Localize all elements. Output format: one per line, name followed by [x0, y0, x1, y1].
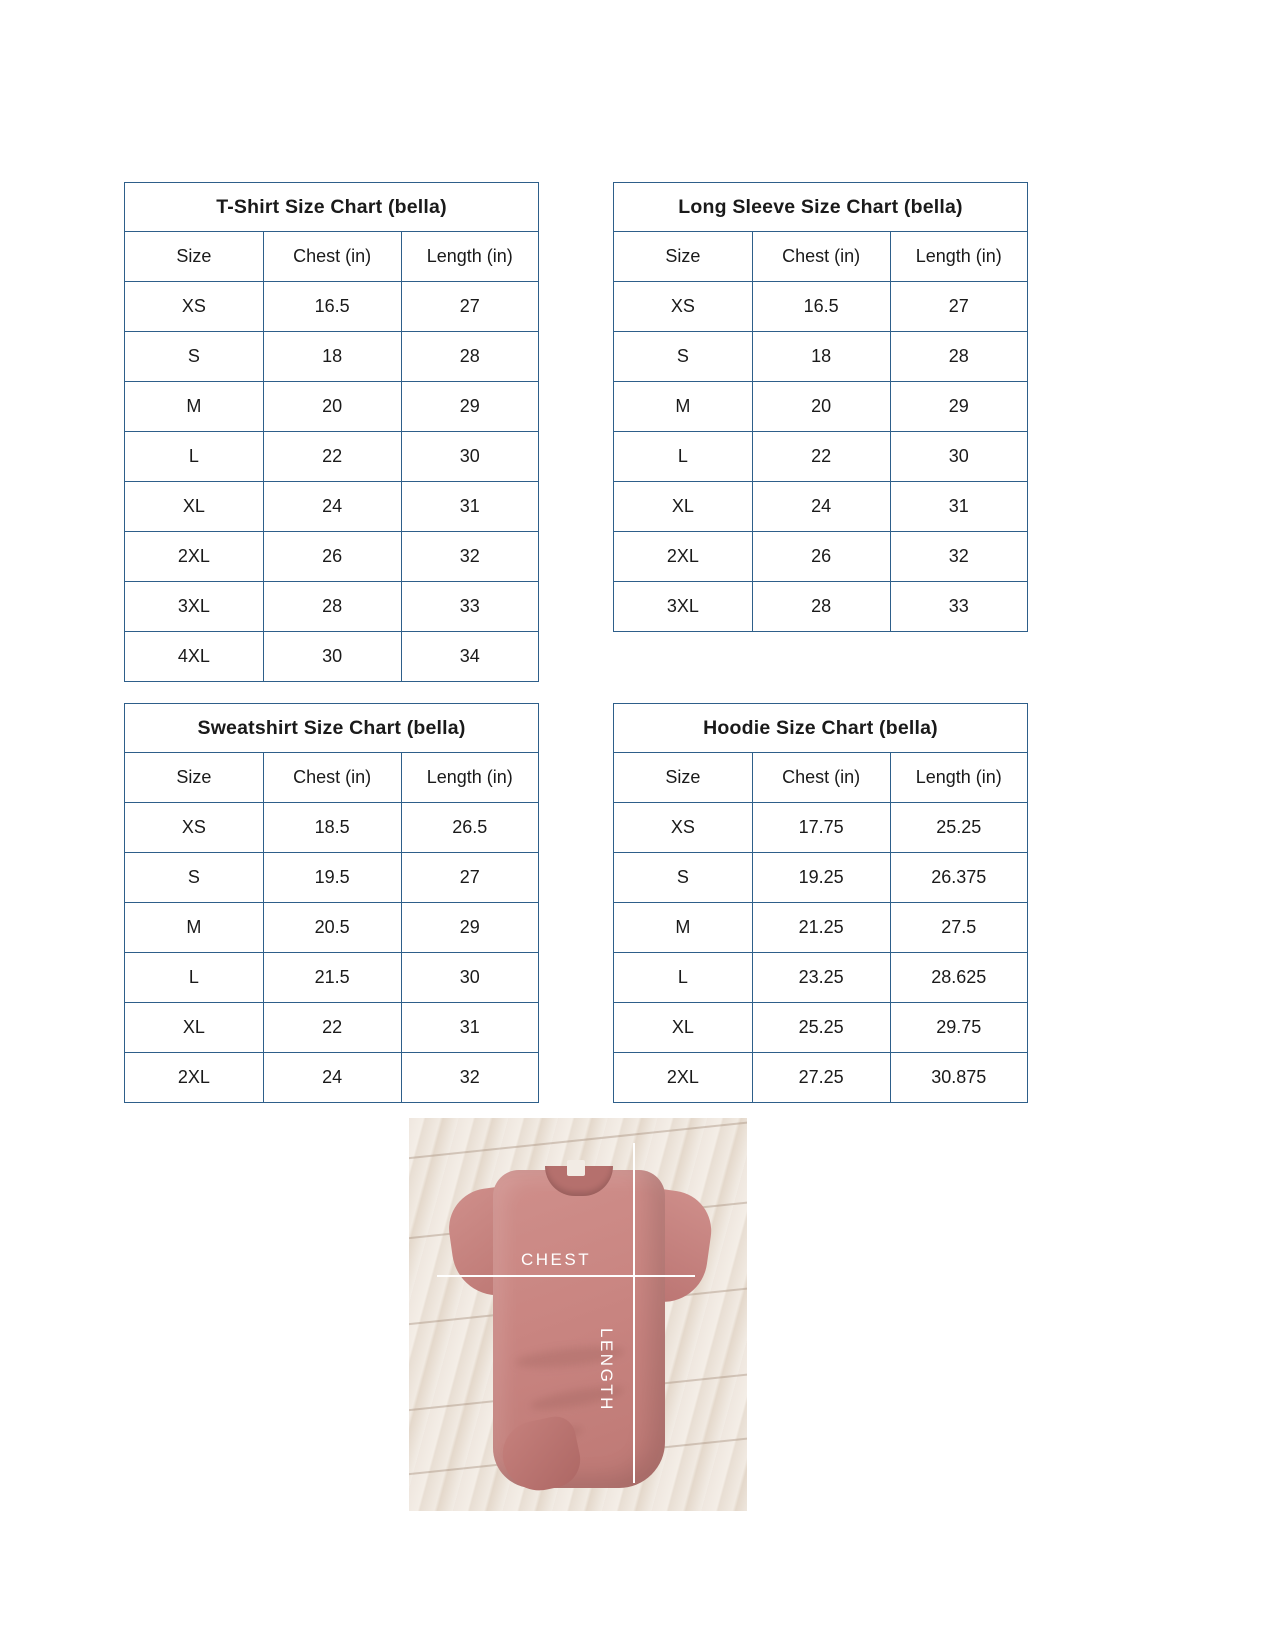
cell-size: L [125, 432, 264, 482]
cell-length: 27.5 [890, 903, 1027, 953]
cell-size: S [125, 853, 264, 903]
longsleeve-table [613, 182, 1028, 632]
cell-length: 27 [401, 853, 538, 903]
sweatshirt-size-chart [124, 703, 539, 1103]
chest-measure-line [437, 1275, 695, 1277]
column-header-chest: Chest (in) [752, 232, 890, 282]
cell-length: 33 [401, 582, 538, 632]
table-row [614, 903, 1028, 953]
column-header-chest: Chest (in) [263, 232, 401, 282]
table-row [125, 382, 539, 432]
cell-chest: 20.5 [263, 903, 401, 953]
table-row [125, 803, 539, 853]
cell-size: M [125, 382, 264, 432]
cell-length: 25.25 [890, 803, 1027, 853]
cell-chest: 18.5 [263, 803, 401, 853]
cell-length: 32 [401, 1053, 538, 1103]
table-row [125, 853, 539, 903]
cell-size: 2XL [614, 1053, 753, 1103]
table-title-row [125, 183, 539, 232]
table-row [125, 953, 539, 1003]
shirt-tag [567, 1160, 585, 1176]
cell-chest: 19.5 [263, 853, 401, 903]
cell-chest: 30 [263, 632, 401, 682]
cell-chest: 24 [263, 482, 401, 532]
cell-length: 28.625 [890, 953, 1027, 1003]
cell-length: 33 [890, 582, 1027, 632]
cell-chest: 22 [263, 1003, 401, 1053]
cell-length: 28 [890, 332, 1027, 382]
table-row [614, 482, 1028, 532]
cell-chest: 27.25 [752, 1053, 890, 1103]
cell-size: XL [125, 482, 264, 532]
table-row [614, 532, 1028, 582]
cell-size: L [614, 432, 753, 482]
cell-chest: 19.25 [752, 853, 890, 903]
table-row [125, 432, 539, 482]
column-header-size: Size [125, 232, 264, 282]
cell-chest: 16.5 [752, 282, 890, 332]
cell-chest: 22 [263, 432, 401, 482]
tshirt-photo-graphic [445, 1148, 713, 1498]
cell-length: 29 [890, 382, 1027, 432]
cell-length: 27 [401, 282, 538, 332]
cell-length: 30 [401, 953, 538, 1003]
column-header-chest: Chest (in) [752, 753, 890, 803]
cell-length: 29 [401, 382, 538, 432]
cell-length: 29 [401, 903, 538, 953]
table-row [125, 1053, 539, 1103]
cell-size: XS [614, 282, 753, 332]
cell-chest: 25.25 [752, 1003, 890, 1053]
cell-chest: 18 [263, 332, 401, 382]
table-row [614, 432, 1028, 482]
cell-length: 29.75 [890, 1003, 1027, 1053]
chest-measure-label: CHEST [521, 1250, 592, 1269]
cell-length: 28 [401, 332, 538, 382]
table-title-row [614, 704, 1028, 753]
table-row [125, 332, 539, 382]
table-row [614, 853, 1028, 903]
cell-size: M [125, 903, 264, 953]
cell-chest: 20 [263, 382, 401, 432]
table-row [614, 803, 1028, 853]
chart-title: Hoodie Size Chart (bella) [614, 704, 1028, 753]
cell-size: L [125, 953, 264, 1003]
cell-size: S [614, 853, 753, 903]
cell-length: 32 [401, 532, 538, 582]
chart-title: Long Sleeve Size Chart (bella) [614, 183, 1028, 232]
tshirt-table [124, 182, 539, 682]
cell-chest: 18 [752, 332, 890, 382]
cell-chest: 28 [752, 582, 890, 632]
cell-chest: 28 [263, 582, 401, 632]
table-row [125, 582, 539, 632]
cell-size: 2XL [614, 532, 753, 582]
hoodie-size-chart [613, 703, 1028, 1103]
table-header-row [125, 753, 539, 803]
cell-size: XS [125, 803, 264, 853]
table-row [614, 582, 1028, 632]
column-header-size: Size [614, 232, 753, 282]
cell-length: 32 [890, 532, 1027, 582]
column-header-length: Length (in) [890, 753, 1027, 803]
cell-chest: 16.5 [263, 282, 401, 332]
cell-size: S [614, 332, 753, 382]
column-header-length: Length (in) [401, 232, 538, 282]
cell-size: M [614, 903, 753, 953]
cell-size: XL [614, 482, 753, 532]
cell-chest: 21.5 [263, 953, 401, 1003]
column-header-size: Size [125, 753, 264, 803]
cell-size: L [614, 953, 753, 1003]
cell-chest: 26 [752, 532, 890, 582]
table-row [125, 632, 539, 682]
table-row [125, 903, 539, 953]
cell-size: XL [614, 1003, 753, 1053]
table-row [614, 953, 1028, 1003]
tshirt-size-chart [124, 182, 539, 682]
table-row [614, 1053, 1028, 1103]
cell-length: 27 [890, 282, 1027, 332]
cell-size: S [125, 332, 264, 382]
length-measure-line [633, 1143, 635, 1483]
table-row [614, 282, 1028, 332]
sweatshirt-table [124, 703, 539, 1103]
table-row [614, 382, 1028, 432]
cell-size: 3XL [614, 582, 753, 632]
cell-size: 2XL [125, 532, 264, 582]
cell-size: 2XL [125, 1053, 264, 1103]
table-row [125, 532, 539, 582]
cell-length: 31 [401, 482, 538, 532]
cell-length: 31 [890, 482, 1027, 532]
cell-chest: 20 [752, 382, 890, 432]
cell-length: 26.5 [401, 803, 538, 853]
table-title-row [614, 183, 1028, 232]
table-row [614, 1003, 1028, 1053]
cell-chest: 24 [752, 482, 890, 532]
cell-chest: 21.25 [752, 903, 890, 953]
table-row [614, 332, 1028, 382]
column-header-length: Length (in) [890, 232, 1027, 282]
length-measure-label: LENGTH [597, 1328, 616, 1412]
cell-chest: 24 [263, 1053, 401, 1103]
cell-length: 34 [401, 632, 538, 682]
table-row [125, 1003, 539, 1053]
cell-size: XS [614, 803, 753, 853]
table-header-row [125, 232, 539, 282]
cell-size: 3XL [125, 582, 264, 632]
table-row [125, 482, 539, 532]
table-row [125, 282, 539, 332]
cell-size: XL [125, 1003, 264, 1053]
cell-size: 4XL [125, 632, 264, 682]
table-header-row [614, 232, 1028, 282]
cell-size: XS [125, 282, 264, 332]
table-header-row [614, 753, 1028, 803]
table-title-row [125, 704, 539, 753]
cell-length: 30.875 [890, 1053, 1027, 1103]
column-header-length: Length (in) [401, 753, 538, 803]
longsleeve-size-chart [613, 182, 1028, 632]
cell-chest: 17.75 [752, 803, 890, 853]
cell-length: 30 [401, 432, 538, 482]
cell-size: M [614, 382, 753, 432]
cell-length: 30 [890, 432, 1027, 482]
column-header-size: Size [614, 753, 753, 803]
measurement-photo [409, 1118, 747, 1511]
chart-title: T-Shirt Size Chart (bella) [125, 183, 539, 232]
column-header-chest: Chest (in) [263, 753, 401, 803]
cell-chest: 23.25 [752, 953, 890, 1003]
hoodie-table [613, 703, 1028, 1103]
cell-length: 31 [401, 1003, 538, 1053]
cell-length: 26.375 [890, 853, 1027, 903]
cell-chest: 26 [263, 532, 401, 582]
cell-chest: 22 [752, 432, 890, 482]
chart-title: Sweatshirt Size Chart (bella) [125, 704, 539, 753]
